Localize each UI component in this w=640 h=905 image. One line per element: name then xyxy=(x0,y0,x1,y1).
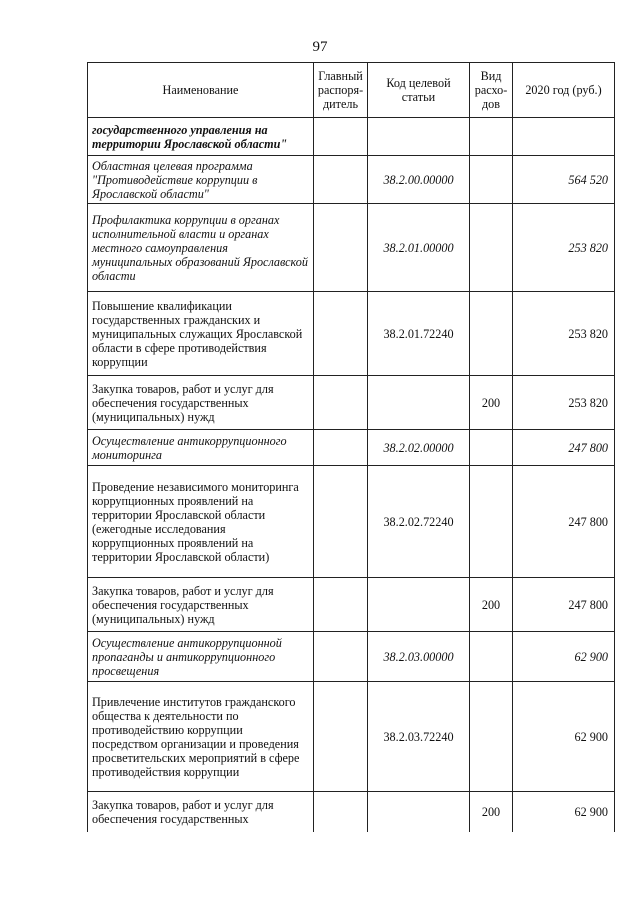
expense-type-cell xyxy=(470,466,513,578)
table-row xyxy=(88,632,615,682)
table-row xyxy=(88,430,615,466)
table-row xyxy=(88,466,615,578)
header-main-manager: Главный распоря-дитель xyxy=(314,63,368,118)
main-manager-cell xyxy=(314,430,368,466)
expense-type-cell xyxy=(470,156,513,204)
name-cell: Закупка товаров, работ и услуг для обеспечения государственных xyxy=(88,792,314,832)
target-code-cell: 38.2.03.00000 xyxy=(368,632,470,682)
amount-cell: 247 800 xyxy=(513,466,615,578)
amount-cell: 62 900 xyxy=(513,632,615,682)
main-manager-cell xyxy=(314,632,368,682)
main-manager-cell xyxy=(314,118,368,156)
header-target-code: Код целевой статьи xyxy=(368,63,470,118)
main-manager-cell xyxy=(314,376,368,430)
expense-type-cell: 200 xyxy=(470,578,513,632)
main-manager-cell xyxy=(314,466,368,578)
table-row xyxy=(88,156,615,204)
main-manager-cell xyxy=(314,156,368,204)
name-cell: Закупка товаров, работ и услуг для обеспечения государственных (муниципальных) нужд xyxy=(88,376,314,430)
expense-type-cell xyxy=(470,682,513,792)
header-year-2020: 2020 год (руб.) xyxy=(513,63,615,118)
target-code-cell: 38.2.01.72240 xyxy=(368,292,470,376)
target-code-cell xyxy=(368,792,470,832)
table-row xyxy=(88,204,615,292)
amount-cell: 253 820 xyxy=(513,204,615,292)
table-row xyxy=(88,578,615,632)
amount-cell: 62 900 xyxy=(513,792,615,832)
amount-cell: 247 800 xyxy=(513,430,615,466)
main-manager-cell xyxy=(314,578,368,632)
expense-type-cell xyxy=(470,292,513,376)
name-cell: Областная целевая программа "Противодействие коррупции в Ярославской области" xyxy=(88,156,314,204)
target-code-cell: 38.2.01.00000 xyxy=(368,204,470,292)
name-cell: Закупка товаров, работ и услуг для обеспечения государственных (муниципальных) нужд xyxy=(88,578,314,632)
main-manager-cell xyxy=(314,792,368,832)
target-code-cell xyxy=(368,578,470,632)
amount-cell xyxy=(513,118,615,156)
expense-type-cell xyxy=(470,430,513,466)
table-header-row xyxy=(88,63,615,118)
table-row xyxy=(88,292,615,376)
expense-type-cell: 200 xyxy=(470,376,513,430)
target-code-cell xyxy=(368,376,470,430)
page-number: 97 xyxy=(312,39,328,55)
name-cell: Проведение независимого мониторинга коррупционных проявлений на территории Ярославской области (ежегодные исследования коррупционных проявлений на территории Ярославской области) xyxy=(88,466,314,578)
target-code-cell: 38.2.02.72240 xyxy=(368,466,470,578)
target-code-cell: 38.2.03.72240 xyxy=(368,682,470,792)
budget-table xyxy=(87,62,615,832)
target-code-cell xyxy=(368,118,470,156)
main-manager-cell xyxy=(314,292,368,376)
name-cell: Осуществление антикоррупционного мониторинга xyxy=(88,430,314,466)
table-row xyxy=(88,682,615,792)
expense-type-cell xyxy=(470,118,513,156)
amount-cell: 564 520 xyxy=(513,156,615,204)
main-manager-cell xyxy=(314,682,368,792)
expense-type-cell: 200 xyxy=(470,792,513,832)
amount-cell: 247 800 xyxy=(513,578,615,632)
amount-cell: 253 820 xyxy=(513,376,615,430)
name-cell: государственного управления на территории Ярославской области" xyxy=(88,118,314,156)
table-row xyxy=(88,376,615,430)
amount-cell: 253 820 xyxy=(513,292,615,376)
target-code-cell: 38.2.02.00000 xyxy=(368,430,470,466)
main-manager-cell xyxy=(314,204,368,292)
header-name: Наименование xyxy=(88,63,314,118)
expense-type-cell xyxy=(470,632,513,682)
name-cell: Профилактика коррупции в органах исполнительной власти и органах местного самоуправления муниципальных образований Ярославской области xyxy=(88,204,314,292)
table-row xyxy=(88,118,615,156)
target-code-cell: 38.2.00.00000 xyxy=(368,156,470,204)
expense-type-cell xyxy=(470,204,513,292)
amount-cell: 62 900 xyxy=(513,682,615,792)
name-cell: Привлечение институтов гражданского общества к деятельности по противодействию коррупции посредством организации и проведения просветительских мероприятий в сфере противодействия коррупции xyxy=(88,682,314,792)
name-cell: Осуществление антикоррупционной пропаганды и антикоррупционного просвещения xyxy=(88,632,314,682)
header-expense-type: Вид расхо-дов xyxy=(470,63,513,118)
name-cell: Повышение квалификации государственных гражданских и муниципальных служащих Ярославской области в сфере противодействия коррупции xyxy=(88,292,314,376)
table-row xyxy=(88,792,615,832)
